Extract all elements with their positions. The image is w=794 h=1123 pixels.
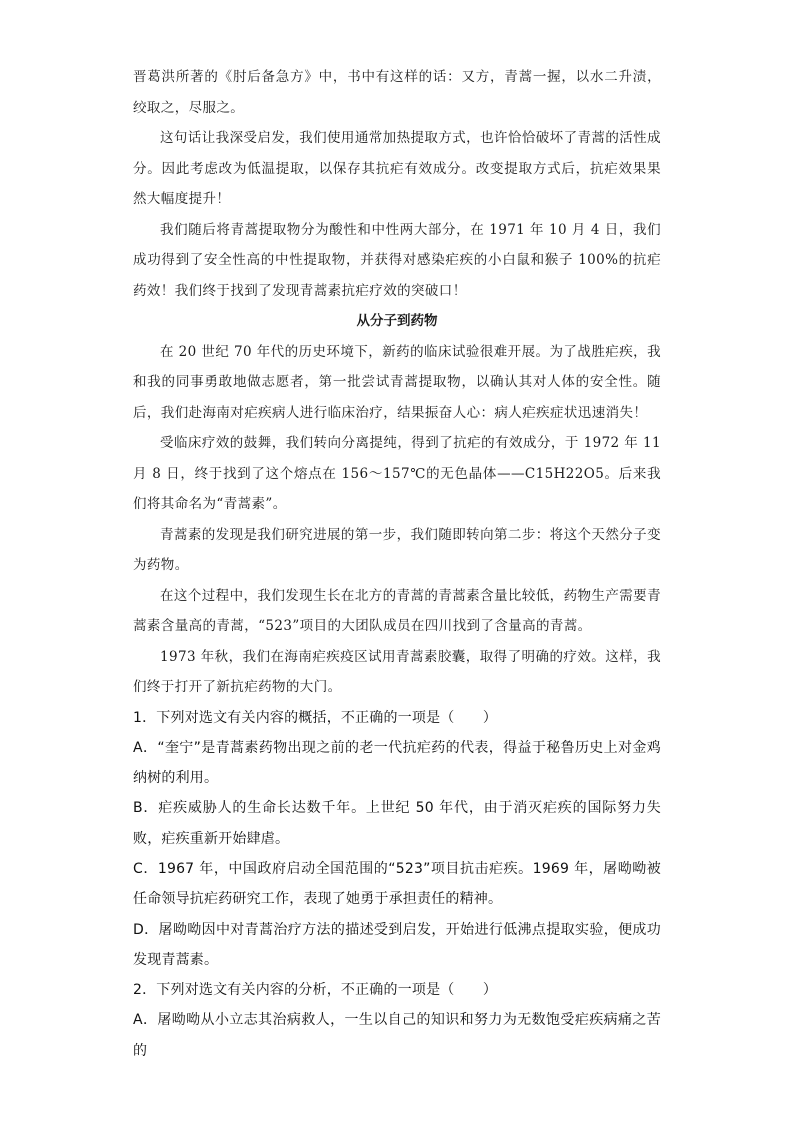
section-heading: 从分子到药物 <box>356 313 438 329</box>
passage-paragraph: 在这个过程中，我们发现生长在北方的青蒿的青蒿素含量比较低，药物生产需要青蒿素含量高的青蒿，“523”项目的大团队成员在四川找到了含量高的青蒿。 <box>133 587 661 634</box>
passage-paragraph: 我们随后将青蒿提取物分为酸性和中性两大部分，在 1971 年 10 月 4 日，我们成功得到了安全性高的中性提取物，并获得对感染疟疾的小白鼠和猴子 100%的抗疟药效！我们终于找到了发现青蒿素抗疟疗效的突破口！ <box>133 221 661 299</box>
passage-paragraph: 在 20 世纪 70 年代的历史环境下，新药的临床试验很难开展。为了战胜疟疾，我和我的同事勇敢地做志愿者，第一批尝试青蒿提取物，以确认其对人体的安全性。随后，我们赴海南对疟疾病人进行临床治疗，结果振奋人心：病人疟疾症状迅速消失！ <box>133 343 661 421</box>
passage-paragraph: 1973 年秋，我们在海南疟疾疫区试用青蒿素胶囊，取得了明确的疗效。这样，我们终于打开了新抗疟药物的大门。 <box>133 648 661 695</box>
answer-option-c: C．1967 年，中国政府启动全国范围的“523”项目抗击疟疾。1969 年，屠呦呦被任命领导抗疟药研究工作，表现了她勇于承担责任的精神。 <box>133 860 661 908</box>
answer-option-b: B．疟疾威胁人的生命长达数千年。上世纪 50 年代，由于消灭疟疾的国际努力失败，疟疾重新开始肆虐。 <box>133 800 661 847</box>
question-stem: 2．下列对选文有关内容的分析，不正确的一项是（ ） <box>133 982 498 999</box>
answer-option-a: A．屠呦呦从小立志其治病救人，一生以自己的知识和努力为无数饱受疟疾病痛之苦的 <box>133 1012 661 1059</box>
passage-paragraph: 青蒿素的发现是我们研究进展的第一步，我们随即转向第二步：将这个天然分子变为药物。 <box>133 526 661 573</box>
question-stem: 1．下列对选文有关内容的概括，不正确的一项是（ ） <box>133 709 498 726</box>
answer-option-a: A．“奎宁”是青蒿素药物出现之前的老一代抗疟药的代表，得益于秘鲁历史上对金鸡纳树的利用。 <box>133 739 661 787</box>
document-content <box>133 62 661 1066</box>
passage-paragraph: 晋葛洪所著的《肘后备急方》中，书中有这样的话：又方，青蒿一握，以水二升渍，绞取之，尽服之。 <box>133 69 661 116</box>
answer-option-d: D．屠呦呦因中对青蒿治疗方法的描述受到启发，开始进行低沸点提取实验，便成功发现青蒿素。 <box>133 921 661 968</box>
passage-paragraph: 这句话让我深受启发，我们使用通常加热提取方式，也许恰恰破坏了青蒿的活性成分。因此考虑改为低温提取，以保存其抗疟有效成分。改变提取方式后，抗疟效果果然大幅度提升！ <box>133 130 661 207</box>
passage-paragraph: 受临床疗效的鼓舞，我们转向分离提纯，得到了抗疟的有效成分，于 1972 年 11 月 8 日，终于找到了这个熔点在 156～157℃的无色晶体——C15H22O5。后来我们将其命名为“青蒿素”。 <box>133 435 661 512</box>
